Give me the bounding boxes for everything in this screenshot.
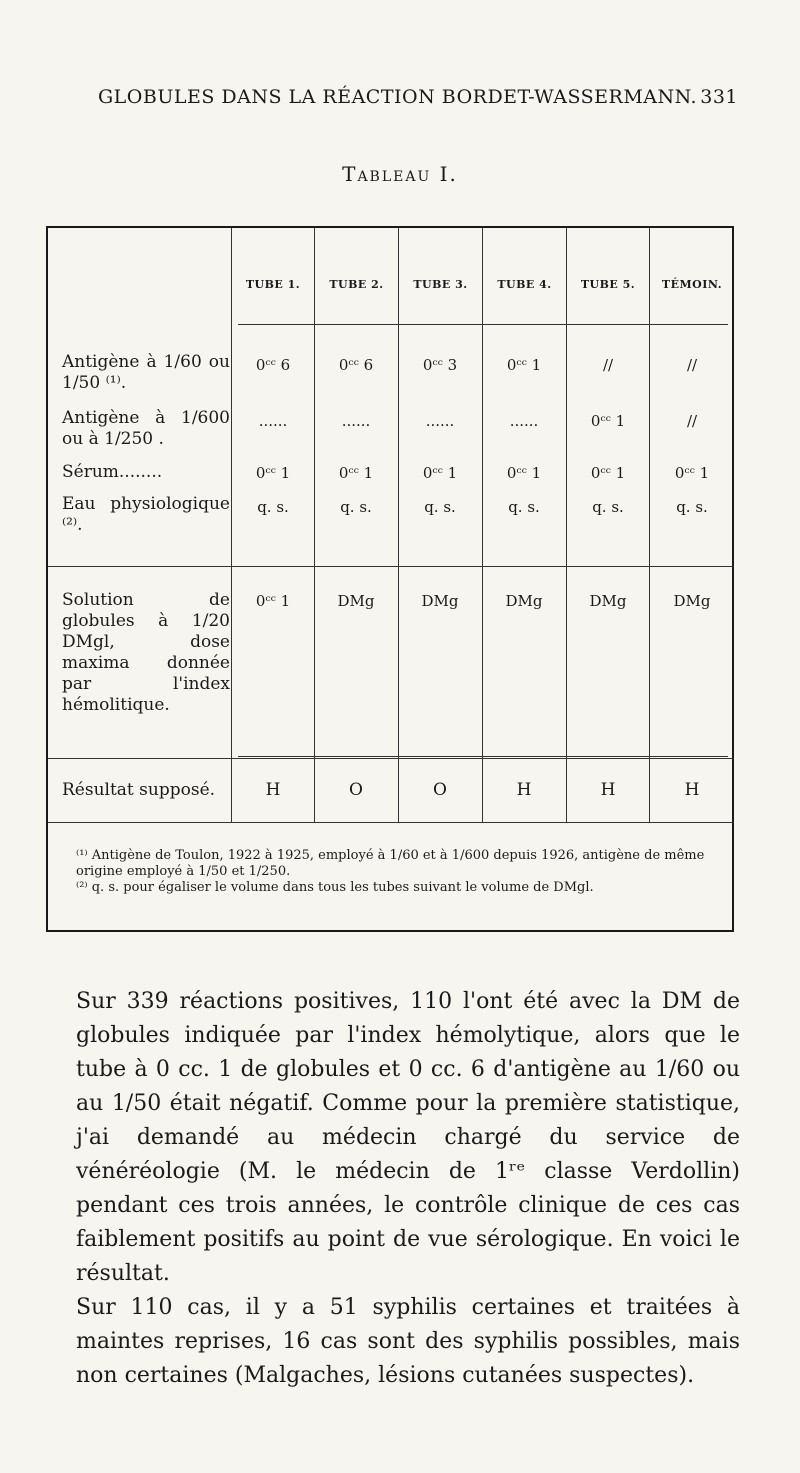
table-cell: ...... xyxy=(425,412,455,430)
table-cell: q. s. xyxy=(676,498,708,516)
table-cell: // xyxy=(686,412,698,430)
row-divider xyxy=(48,566,734,567)
row-divider xyxy=(48,822,734,823)
table-cell: O xyxy=(349,780,363,800)
column-divider xyxy=(482,228,483,822)
row-label: Résultat supposé. xyxy=(62,780,216,800)
column-divider xyxy=(314,228,315,822)
table-cell: 0ᶜᶜ 1 xyxy=(422,464,458,482)
row-label: Antigène à 1/600 ou à 1/250 . xyxy=(62,408,230,449)
body-text xyxy=(76,985,740,1393)
table-cell: 0ᶜᶜ 6 xyxy=(255,356,291,374)
column-header: TUBE 4. xyxy=(497,278,552,291)
column-header: TUBE 3. xyxy=(413,278,468,291)
header-rule xyxy=(238,324,728,325)
row-label: Eau physiologique ⁽²⁾. xyxy=(62,494,230,535)
paragraph: Sur 110 cas, il y a 51 syphilis certaines et traitées à maintes reprises, 16 cas sont des syphilis possibles, mais non certaines (Malgaches, lésions cutanées suspectes). xyxy=(76,1295,740,1388)
table-cell: 0ᶜᶜ 1 xyxy=(255,592,291,610)
table-cell: // xyxy=(602,356,614,374)
table-cell: q. s. xyxy=(424,498,456,516)
table-cell: H xyxy=(684,780,700,800)
column-divider xyxy=(231,228,232,822)
table-footnotes xyxy=(76,848,716,896)
table-cell: 0ᶜᶜ 1 xyxy=(506,356,542,374)
column-divider xyxy=(398,228,399,822)
table-cell: 0ᶜᶜ 1 xyxy=(255,464,291,482)
table-cell: DMg xyxy=(421,592,459,610)
table-cell: H xyxy=(516,780,532,800)
page-number: 331 xyxy=(700,86,738,108)
table-cell: ...... xyxy=(258,412,288,430)
table-cell: O xyxy=(433,780,447,800)
table-cell: q. s. xyxy=(508,498,540,516)
table-cell: q. s. xyxy=(257,498,289,516)
table-cell: // xyxy=(686,356,698,374)
table-cell: q. s. xyxy=(340,498,372,516)
footnote: ⁽²⁾ q. s. pour égaliser le volume dans tous les tubes suivant le volume de DMgl. xyxy=(76,880,594,895)
table-cell: ...... xyxy=(509,412,539,430)
running-head xyxy=(98,86,738,108)
table-cell: DMg xyxy=(589,592,627,610)
column-divider xyxy=(566,228,567,822)
table-cell: H xyxy=(600,780,616,800)
column-header: TÉMOIN. xyxy=(661,278,723,291)
row-divider xyxy=(48,758,734,759)
table-cell: DMg xyxy=(673,592,711,610)
column-header: TUBE 5. xyxy=(580,278,636,291)
table-cell: 0ᶜᶜ 1 xyxy=(338,464,374,482)
row-label: Antigène à 1/60 ou 1/50 ⁽¹⁾. xyxy=(62,352,230,393)
column-header: TUBE 1. xyxy=(245,278,301,291)
table-cell: 0ᶜᶜ 1 xyxy=(674,464,710,482)
row-label: Sérum........ xyxy=(62,462,163,482)
table-cell: 0ᶜᶜ 6 xyxy=(338,356,374,374)
table-cell: 0ᶜᶜ 1 xyxy=(590,412,626,430)
table-title: Tableau I. xyxy=(342,162,458,186)
table-cell: DMg xyxy=(337,592,375,610)
data-table xyxy=(46,226,734,932)
footnote: ⁽¹⁾ Antigène de Toulon, 1922 à 1925, employé à 1/60 et à 1/600 depuis 1926, antigène de même origine employé à 1/50 et 1/250. xyxy=(76,848,705,879)
table-cell: 0ᶜᶜ 3 xyxy=(422,356,458,374)
column-divider xyxy=(649,228,650,822)
table-cell: DMg xyxy=(505,592,543,610)
table-cell: ...... xyxy=(341,412,371,430)
table-cell: q. s. xyxy=(592,498,624,516)
table-cell: H xyxy=(265,780,281,800)
running-head-title: GLOBULES DANS LA RÉACTION BORDET-WASSERMANN. xyxy=(98,86,698,108)
paragraph: Sur 339 réactions positives, 110 l'ont été avec la DM de globules indiquée par l'index hémolytique, alors que le tube à 0 cc. 1 de globules et 0 cc. 6 d'antigène au 1/60 ou au 1/50 était négatif. Comme pour la première statistique, j'ai demandé au médecin chargé du service de vénéréologie (M. le médecin de 1ʳᵉ classe Verdollin) pendant ces trois années, le contrôle clinique de ces cas faiblement positifs au point de vue sérologique. En voici le résultat. xyxy=(76,989,740,1286)
row-label: Solution de globules à 1/20 DMgl, dose maxima donnée par l'index hémolitique. xyxy=(62,590,230,715)
table-cell: 0ᶜᶜ 1 xyxy=(506,464,542,482)
column-header: TUBE 2. xyxy=(329,278,384,291)
row-divider xyxy=(238,756,728,757)
table-cell: 0ᶜᶜ 1 xyxy=(590,464,626,482)
